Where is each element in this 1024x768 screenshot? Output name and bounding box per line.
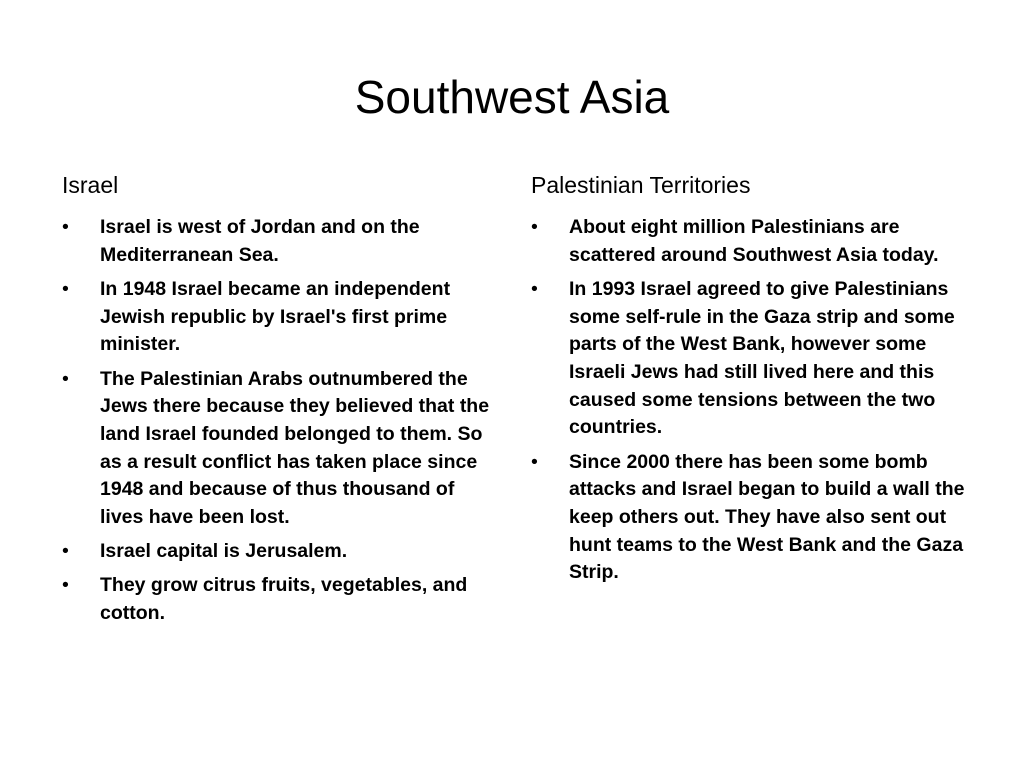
bullet-icon: • xyxy=(62,216,69,238)
bullet-text: Since 2000 there has been some bomb attacks and Israel began to build a wall the keep others out. They have also sent out hunt teams to the West Bank and the Gaza Strip. xyxy=(569,450,965,584)
bullet-icon: • xyxy=(531,450,538,473)
bullet-icon: • xyxy=(62,540,69,563)
left-column-heading: Israel xyxy=(62,172,119,198)
bullet-text: Israel capital is Jerusalem. xyxy=(100,540,348,563)
bullet-icon: • xyxy=(531,277,538,300)
left-bullet-list xyxy=(62,214,502,628)
bullet-icon: • xyxy=(62,574,69,597)
list-item xyxy=(531,276,971,442)
bullet-text: In 1948 Israel became an independent Jewish republic by Israel's first prime minister. xyxy=(100,277,451,356)
list-item xyxy=(62,214,502,269)
list-item xyxy=(531,449,971,588)
right-bullet-list xyxy=(531,214,971,587)
bullet-text: The Palestinian Arabs outnumbered the Jews there because they believed that the land Israel founded belonged to them. So as a result conflict has taken place since 1948 and because of thus thousand of lives have been lost. xyxy=(100,367,490,529)
list-item xyxy=(531,214,971,269)
bullet-icon: • xyxy=(62,277,69,300)
list-item xyxy=(62,538,502,566)
bullet-text: They grow citrus fruits, vegetables, and cotton. xyxy=(100,574,468,625)
bullet-text: Israel is west of Jordan and on the Mediterranean Sea. xyxy=(100,216,420,266)
left-column xyxy=(62,168,502,634)
right-column-heading: Palestinian Territories xyxy=(531,172,751,198)
slide-title: Southwest Asia xyxy=(354,71,670,123)
list-item xyxy=(62,572,502,627)
list-item xyxy=(62,366,502,532)
bullet-text: In 1993 Israel agreed to give Palestinians some self-rule in the Gaza strip and some parts of the West Bank, however some Israeli Jews had still lived here and this caused some tensions between the two countries. xyxy=(569,277,955,439)
bullet-icon: • xyxy=(531,216,538,238)
bullet-text: About eight million Palestinians are scattered around Southwest Asia today. xyxy=(569,216,939,266)
right-column xyxy=(531,168,971,594)
list-item xyxy=(62,276,502,359)
bullet-icon: • xyxy=(62,367,69,390)
